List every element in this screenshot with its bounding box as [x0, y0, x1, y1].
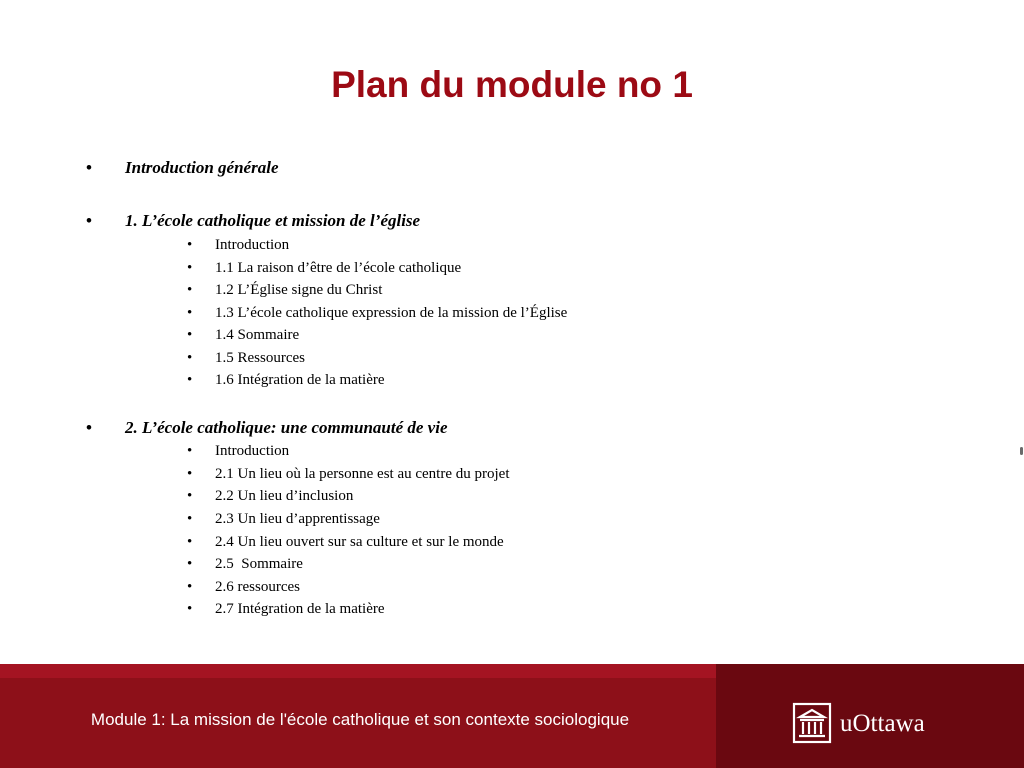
list-item-label: 1.6 Intégration de la matière	[215, 372, 385, 388]
edge-mark	[1020, 447, 1023, 455]
page-title: Plan du module no 1	[331, 64, 693, 105]
list-item-label: 2.4 Un lieu ouvert sur sa culture et sur le monde	[215, 534, 504, 550]
bullet: •	[187, 556, 193, 572]
list-item-label: 1.5 Ressources	[215, 350, 305, 366]
university-building-icon	[792, 702, 832, 744]
section-label: Introduction générale	[125, 158, 279, 177]
module-caption: Module 1: La mission de l'école catholique et son contexte sociologique	[90, 710, 630, 729]
section-label: 1. L’école catholique et mission de l’église	[125, 211, 421, 230]
list-item-label: Introduction	[215, 237, 290, 253]
logo-wordmark: uOttawa	[840, 710, 925, 737]
footer-band	[0, 664, 716, 678]
list-item-label: 1.3 L’école catholique expression de la mission de l’Église	[215, 305, 568, 321]
bullet: •	[187, 466, 193, 482]
bullet: •	[187, 511, 193, 527]
bullet: •	[86, 418, 92, 437]
bullet: •	[187, 350, 193, 366]
bullet: •	[187, 534, 193, 550]
list-item-label: 1.1 La raison d’être de l’école catholique	[215, 260, 462, 276]
bullet: •	[187, 260, 193, 276]
section-label: 2. L’école catholique: une communauté de vie	[125, 418, 448, 437]
bullet: •	[187, 579, 193, 595]
bullet: •	[187, 601, 193, 617]
bullet: •	[187, 443, 193, 459]
bullet: •	[187, 282, 193, 298]
list-item-label: 2.2 Un lieu d’inclusion	[215, 488, 354, 504]
bullet: •	[187, 305, 193, 321]
bullet: •	[86, 211, 92, 230]
list-item-label: 2.1 Un lieu où la personne est au centre du projet	[215, 466, 510, 482]
list-item-label: 2.7 Intégration de la matière	[215, 601, 385, 617]
bullet: •	[187, 488, 193, 504]
list-item-label: 2.6 ressources	[215, 579, 300, 595]
list-item-label: 2.5 Sommaire	[215, 556, 303, 572]
uottawa-logo	[792, 702, 962, 746]
bullet: •	[187, 372, 193, 388]
list-item-label: 1.4 Sommaire	[215, 327, 300, 343]
list-item-label: 1.2 L’Église signe du Christ	[215, 282, 383, 298]
bullet: •	[187, 327, 193, 343]
bullet: •	[86, 158, 92, 177]
bullet: •	[187, 237, 193, 253]
list-item-label: 2.3 Un lieu d’apprentissage	[215, 511, 380, 527]
list-item-label: Introduction	[215, 443, 290, 459]
